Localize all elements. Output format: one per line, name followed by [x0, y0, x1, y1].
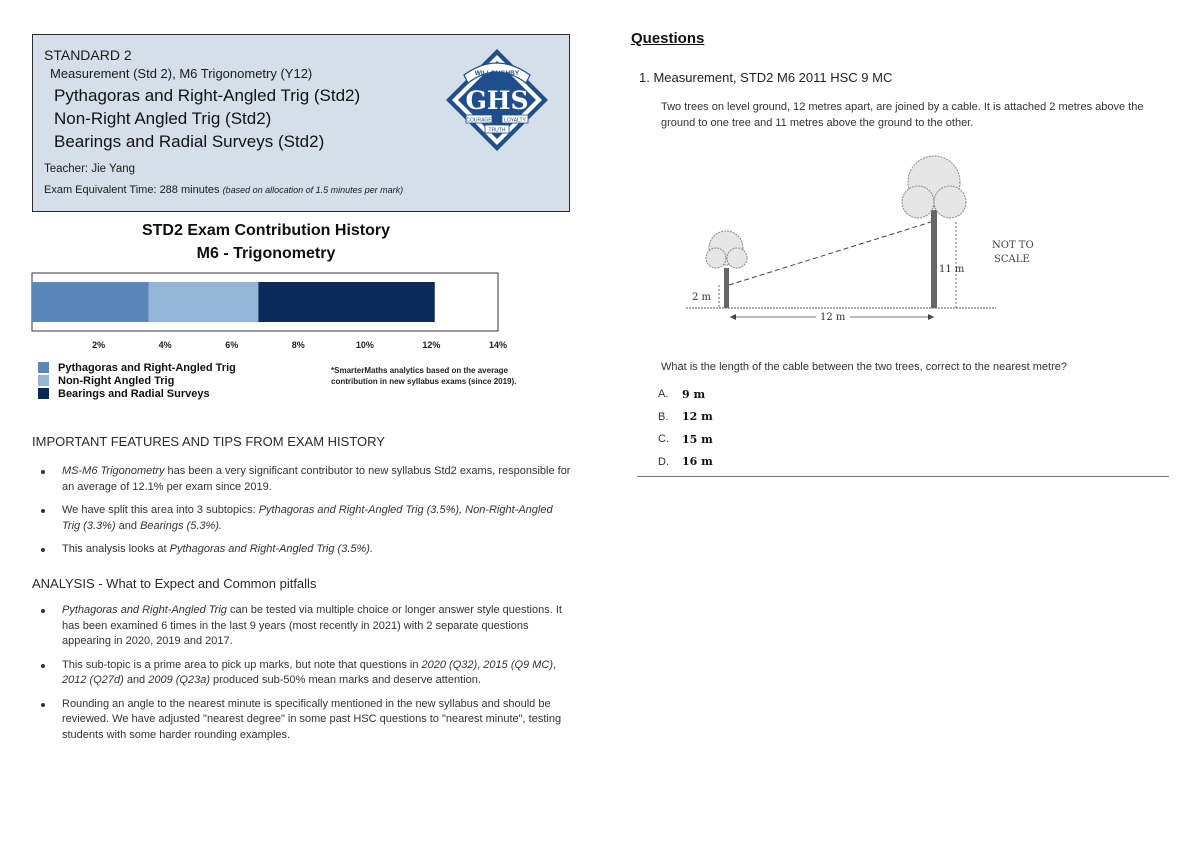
label-11m: 11 m	[939, 264, 965, 275]
big-tree-trunk	[931, 210, 937, 308]
important-b2-mid: and	[115, 519, 141, 532]
question-1-title	[639, 70, 892, 85]
answer-options	[658, 383, 713, 473]
small-tree	[706, 231, 747, 308]
big-tree	[902, 156, 966, 308]
logo-bottom-ribbon-text: TRUTH	[488, 127, 506, 134]
school-logo	[442, 45, 552, 155]
x-tick-label: 14%	[488, 340, 508, 350]
option-letter: A.	[658, 388, 669, 401]
analysis-b2-e1: 2020 (Q32)	[421, 658, 478, 671]
important-b2-pre: We have split this area into 3 subtopics:	[62, 504, 259, 516]
legend-label: Bearings and Radial Surveys	[58, 387, 210, 400]
x-tick-label: 4%	[158, 340, 172, 350]
legend-label: Non-Right Angled Trig	[58, 374, 175, 387]
logo-top-text: WILLOUGHBY	[474, 70, 520, 77]
answer-option-a[interactable]	[658, 383, 713, 406]
label-2m: 2 m	[692, 292, 712, 303]
question-divider	[637, 476, 1169, 477]
topic-title-2: Non-Right Angled Trig (Std2)	[54, 109, 272, 128]
legend-swatch	[38, 388, 49, 399]
x-tick-label: 10%	[355, 340, 374, 350]
contribution-chart	[20, 268, 520, 350]
exam-time-note: (based on allocation of 1.5 minutes per mark)	[222, 185, 404, 195]
legend-item-1	[38, 361, 236, 374]
analysis-b1-em: Pythagoras and Right-Angled Trig	[62, 604, 227, 616]
analysis-b2-e3: 2012 (Q27d)	[62, 674, 124, 686]
option-value: 15 m	[682, 432, 713, 446]
analysis-b1-text: can be tested via multiple choice or longer answer style questions. It has been examined 6 times in the last 9 years (most recently in 2021) with 2 separate questions appearing in 2020, 2019 and 2017.	[62, 604, 562, 647]
dim-12m-arrow-right	[928, 314, 934, 320]
questions-heading: Questions	[631, 30, 705, 47]
option-value: 9 m	[682, 387, 706, 401]
analysis-b2-pre: This sub-topic is a prime area to pick up marks, but note that questions in	[62, 658, 422, 671]
analysis-b2-e2: 2015 (Q9 MC)	[483, 658, 553, 671]
teacher-name: Jie Yang	[91, 163, 136, 175]
analysis-heading: ANALYSIS - What to Expect and Common pitfalls	[32, 576, 317, 591]
standard-label: STANDARD 2	[44, 47, 132, 63]
small-tree-trunk	[724, 268, 729, 308]
question-1-text: Two trees on level ground, 12 metres apart, are joined by a cable. It is attached 2 metres above the ground to one tree and 11 metres above the ground to the other.	[661, 101, 1144, 129]
option-letter: C.	[658, 433, 669, 446]
analysis-list	[38, 603, 573, 751]
not-to-scale-line1: NOT TO	[992, 240, 1034, 251]
legend-item-2	[38, 374, 236, 387]
legend-item-3	[38, 387, 236, 400]
exam-time-label: Exam Equivalent Time:	[44, 184, 157, 196]
bar-segment-3	[258, 282, 434, 322]
chart-ticks	[92, 340, 507, 350]
important-b3-pre: This analysis looks at	[62, 543, 170, 555]
x-tick-label: 2%	[92, 340, 106, 350]
legend-swatch	[38, 375, 49, 386]
important-b1-text: has been a very significant contributor to new syllabus Std2 exams, responsible for an average of 12.1% per exam since 2019.	[62, 465, 571, 493]
important-bullet-3	[38, 542, 573, 558]
logo-left-ribbon-text: COURAGE	[466, 117, 492, 124]
answer-option-b[interactable]	[658, 406, 713, 429]
chart-title: STD2 Exam Contribution History	[141, 222, 391, 239]
chart-note: *SmarterMaths analytics based on the average contribution in new syllabus exams (since 2019).	[331, 366, 517, 386]
dim-12m-arrow-left	[730, 314, 736, 320]
course-subtitle: Measurement (Std 2), M6 Trigonometry (Y12)	[50, 66, 313, 81]
answer-option-d[interactable]	[658, 451, 713, 474]
important-b2-em2: Bearings (5.3%).	[140, 519, 222, 532]
label-12m: 12 m	[820, 312, 846, 323]
important-heading: IMPORTANT FEATURES AND TIPS FROM EXAM HISTORY	[32, 434, 385, 449]
logo-letters: GHS	[465, 86, 529, 115]
not-to-scale-line2: SCALE	[994, 254, 1030, 265]
analysis-b2-post: produced sub-50% mean marks and deserve attention.	[210, 674, 481, 686]
x-tick-label: 8%	[291, 340, 305, 350]
two-trees-diagram	[686, 150, 1056, 328]
exam-time-line	[44, 184, 403, 196]
legend-swatch	[38, 362, 49, 373]
question-1-number: 1.	[639, 70, 650, 85]
analysis-b2-s1: ,	[477, 658, 484, 671]
chart-legend	[38, 361, 236, 400]
question-1-prompt: What is the length of the cable between the two trees, correct to the nearest metre?	[661, 361, 1068, 373]
chart-bars	[32, 282, 435, 322]
small-tree-crown-right	[727, 248, 747, 268]
analysis-b2-s2: ,	[553, 658, 557, 671]
teacher-label: Teacher:	[44, 163, 89, 175]
header-box	[32, 34, 570, 212]
option-letter: B.	[658, 410, 669, 423]
option-letter: D.	[658, 455, 669, 468]
bar-segment-2	[149, 282, 259, 322]
big-tree-crown-right	[934, 186, 966, 218]
important-bullet-2	[38, 503, 573, 534]
important-bullet-1	[38, 464, 573, 495]
x-tick-label: 12%	[422, 340, 441, 350]
important-b2-em1: Pythagoras and Right-Angled Trig (3.5%), Non-Right-Angled Trig (3.3%)	[62, 504, 553, 532]
legend-label: Pythagoras and Right-Angled Trig	[58, 361, 236, 374]
analysis-b2-e4: 2009 (Q23a)	[148, 674, 210, 686]
bar-segment-1	[32, 282, 149, 322]
big-tree-crown-left	[902, 186, 934, 218]
analysis-bullet-2	[38, 658, 573, 689]
analysis-bullet-1	[38, 603, 573, 650]
important-list	[38, 464, 573, 566]
logo-right-ribbon-text: LOYALTY	[504, 117, 526, 124]
option-value: 16 m	[682, 455, 713, 469]
small-tree-crown-left	[706, 248, 726, 268]
chart-subtitle: M6 - Trigonometry	[196, 245, 336, 262]
answer-option-c[interactable]	[658, 428, 713, 451]
option-value: 12 m	[682, 410, 713, 424]
question-1-source: Measurement, STD2 M6 2011 HSC 9 MC	[653, 70, 893, 85]
analysis-b3-text: Rounding an angle to the nearest minute is specifically mentioned in the new syllabus and should be reviewed. We have adjusted "nearest degree" in some past HSC questions to "nearest minute", testing students with some harder rounding examples.	[62, 697, 562, 741]
important-b1-em: MS-M6 Trigonometry	[62, 465, 165, 477]
important-b3-em: Pythagoras and Right-Angled Trig (3.5%).	[169, 543, 374, 555]
analysis-b2-s3: and	[123, 674, 149, 686]
cable-line	[729, 222, 931, 285]
x-tick-label: 6%	[225, 340, 239, 350]
analysis-bullet-3	[38, 697, 573, 744]
topic-title-3: Bearings and Radial Surveys (Std2)	[54, 132, 325, 151]
topic-title-1: Pythagoras and Right-Angled Trig (Std2)	[54, 86, 361, 105]
teacher-line	[44, 163, 135, 175]
exam-time-value: 288 minutes	[159, 184, 220, 196]
